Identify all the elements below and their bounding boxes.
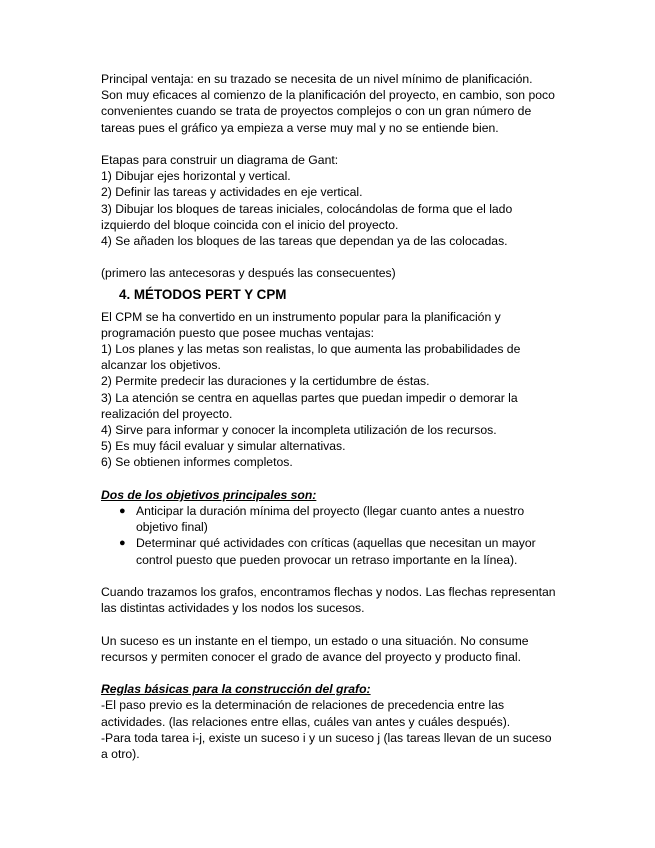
spacer (101, 568, 615, 584)
text-line: izquierdo del bloque coincida con el inicio del proyecto. (101, 217, 399, 232)
text-line: realización del proyecto. (101, 406, 233, 421)
spacer (101, 616, 615, 632)
text-line: Etapas para construir un diagrama de Gant: (101, 153, 339, 167)
list-item (119, 535, 615, 567)
text-line: control puesto que pueden provocar un retraso importante en la línea). (136, 552, 518, 567)
intro-paragraph (101, 71, 615, 136)
text-line: recursos y permiten conocer el grado de avance del proyecto y producto final. (101, 649, 522, 664)
bullet-icon: ● (119, 505, 126, 518)
text-line: -El paso previo es la determinación de relaciones de precedencia entre las (101, 698, 505, 713)
text-line: Determinar qué actividades con críticas (aquellas que necesitan un mayor (136, 536, 536, 551)
text-line: -Para toda tarea i-j, existe un suceso i y un suceso j (las tareas llevan de un suceso (101, 730, 552, 745)
objectives-heading: Dos de los objetivos principales son: (101, 487, 317, 502)
note-paragraph (101, 265, 615, 281)
text-line: 2) Definir las tareas y actividades en eje vertical. (101, 185, 363, 200)
text-line: Un suceso es un instante en el tiempo, un estado o una situación. No consume (101, 633, 529, 648)
text-line: convenientes cuando se trata de proyectos complejos o con un gran número de (101, 104, 532, 119)
text-line: programación puesto que posee muchas ventajas: (101, 325, 375, 340)
objectives-list (101, 503, 615, 568)
suceso-paragraph (101, 633, 615, 665)
text-line: tareas pues el gráfico ya empieza a verse muy mal y no se entiende bien. (101, 120, 499, 135)
spacer (101, 471, 615, 487)
text-line: 1) Dibujar ejes horizontal y vertical. (101, 169, 291, 184)
text-line: alcanzar los objetivos. (101, 358, 221, 373)
cpm-paragraph (101, 309, 615, 471)
text-line: 4) Sirve para informar y conocer la incompleta utilización de los recursos. (101, 423, 497, 438)
text-line: 1) Los planes y las metas son realistas, lo que aumenta las probabilidades de (101, 342, 521, 357)
text-line: Anticipar la duración mínima del proyecto (llegar cuanto antes a nuestro (136, 504, 525, 519)
text-line: El CPM se ha convertido en un instrumento popular para la planificación y (101, 309, 501, 324)
spacer (101, 249, 615, 265)
text-line: objetivo final) (136, 520, 208, 535)
spacer (101, 665, 615, 681)
text-line: 4) Se añaden los bloques de las tareas que dependan ya de las colocadas. (101, 234, 508, 249)
text-line: Son muy eficaces al comienzo de la planificación del proyecto, en cambio, son poco (101, 88, 555, 103)
rules-paragraph (101, 697, 615, 762)
gantt-steps-paragraph (101, 152, 615, 249)
grafos-paragraph (101, 584, 615, 616)
text-line: 3) Dibujar los bloques de tareas iniciales, colocándolas de forma que el lado (101, 201, 513, 216)
text-line: 3) La atención se centra en aquellas partes que puedan impedir o demorar la (101, 390, 518, 405)
section-heading: 4. MÉTODOS PERT Y CPM (119, 286, 287, 302)
text-line: a otro). (101, 747, 140, 762)
text-line: Cuando trazamos los grafos, encontramos flechas y nodos. Las flechas representan (101, 585, 556, 600)
text-line: las distintas actividades y los nodos los sucesos. (101, 601, 365, 616)
spacer (101, 136, 615, 152)
text-line: actividades. (las relaciones entre ellas, cuáles van antes y cuáles después). (101, 714, 511, 729)
list-item (119, 503, 615, 535)
text-line: (primero las antecesoras y después las consecuentes) (101, 266, 396, 281)
text-line: 2) Permite predecir las duraciones y la certidumbre de éstas. (101, 374, 430, 389)
text-line: 6) Se obtienen informes completos. (101, 455, 293, 470)
rules-heading: Reglas básicas para la construcción del grafo: (101, 682, 371, 697)
text-line: Principal ventaja: en su trazado se necesita de un nivel mínimo de planificación. (101, 72, 533, 86)
bullet-icon: ● (119, 537, 126, 550)
text-line: 5) Es muy fácil evaluar y simular alternativas. (101, 439, 346, 454)
